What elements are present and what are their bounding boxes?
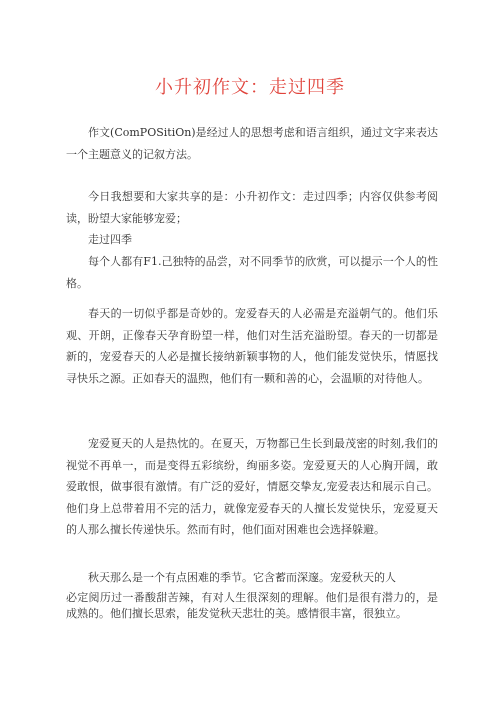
document-title: 小升初作文：走过四季 [155, 77, 345, 98]
paragraph-intro: 作文(ComPOSitiOn)是经过人的思想考虑和语言组织，通过文字来表达一个主题意义的记叙方法。 [66, 126, 438, 161]
section-heading: 走过四季 [88, 233, 132, 246]
paragraph-summer: 宠爱夏天的人是热忱的。在夏天，万物都已生长到最茂密的时刻,我们的视觉不再单一，而是变得五彩缤纷，绚丽多姿。宠爱夏天的人心胸开阔，敢爱敢恨，做事很有激情。有广泛的爱好，情愿交挚友,宠爱表达和展示自己。他们身上总带着用不完的活力，就像宠爱春天的人擅长发觉快乐，宠爱夏天的人那么擅长传递快乐。然而有时，他们面对困难也会选择躲避。 [66, 437, 438, 536]
paragraph-spring: 春天的一切似乎都是奇妙的。宠爱春天的人必需是充溢朝气的。他们乐观、开朗，正像春天孕育盼望一样，他们对生活充溢盼望。春天的一切都是新的，宠爱春天的人必是擅长接纳新颖事物的人，他们能发觉快乐，情愿找寻快乐之源。正如春天的温煦，他们有一颗和善的心，会温顺的对待他人。 [66, 307, 438, 385]
paragraph-autumn-line-1: 秋天那么是一个有点困难的季节。它含蓄而深邃。宠爱秋天的人 [88, 571, 396, 584]
paragraph-personality: 每个人都有F1.己独特的品尝，对不同季节的欣赏，可以提示一个人的性格。 [66, 255, 438, 290]
paragraph-autumn-rest: 必定阅历过一番酸甜苦辣，有对人生很深刻的理解。他们是很有潜力的，是成熟的。他们擅长思索，能发觉秋天悲壮的美。感情很丰富，很独立。 [66, 591, 438, 620]
paragraph-autumn [66, 570, 438, 622]
paragraph-sharing: 今日我想要和大家共享的是：小升初作文：走过四季；内容仅供参考阅读，盼望大家能够宠爱； [66, 190, 438, 225]
